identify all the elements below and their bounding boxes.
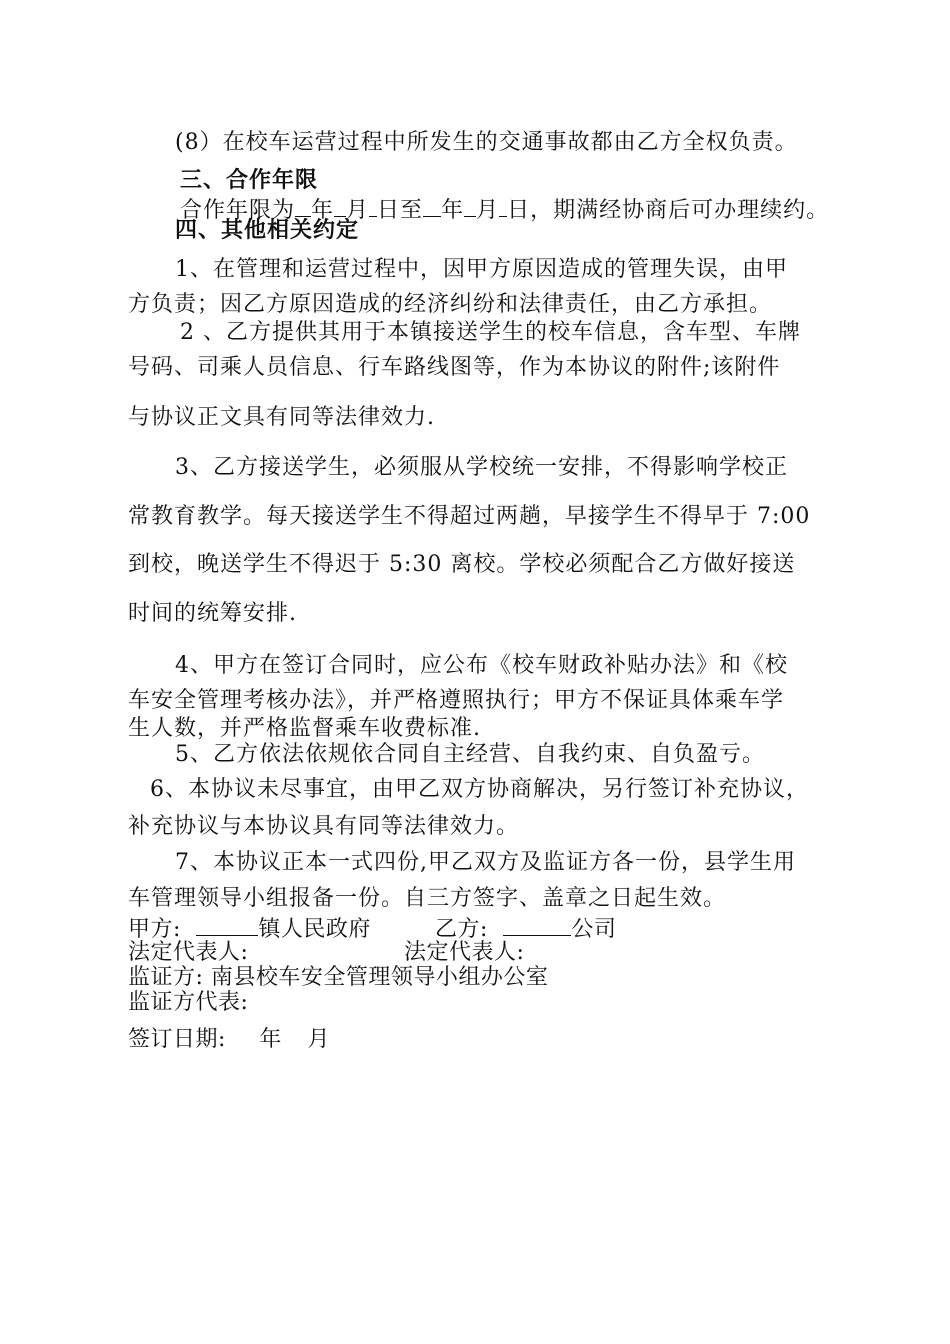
sign-date-label: 签订日期: (128, 1027, 226, 1052)
clause-6-line-2: 补充协议与本协议具有同等法律效力。 (128, 814, 520, 839)
section-heading-term: 三、合作年限 (180, 168, 319, 193)
term-month1-blank (334, 194, 346, 217)
supervisor-rep: 监证方代表: (128, 990, 249, 1015)
sign-date-month: 月 (307, 1027, 330, 1052)
clause-3-line-3: 到校，晚送学生不得迟于 5:30 离校。学校必须配合乙方做好接送 (128, 552, 796, 577)
term-prefix: 合作年限为 (180, 198, 296, 223)
clause-3-line-1: 3、乙方接送学生，必须服从学校统一安排，不得影响学校正 (175, 455, 788, 480)
term-month2: 月 (476, 198, 500, 223)
party-b-blank (503, 913, 571, 936)
clause-6-line-1: 6、本协议未尽事宜，由甲乙双方协商解决，另行签订补充协议， (150, 777, 809, 802)
party-b-label: 乙方: (435, 917, 488, 942)
clause-2-line-3: 与协议正文具有同等法律效力. (128, 405, 435, 430)
clause-3-line-4: 时间的统筹安排. (128, 601, 297, 626)
party-a-name: 镇人民政府 (258, 917, 371, 942)
clause-4-line-3: 生人数，并严格监督乘车收费标准. (128, 716, 481, 741)
clause-7-line-1: 7、本协议正本一式四份,甲乙双方及监证方各一份，县学生用 (175, 850, 796, 875)
term-day2-blank (499, 194, 507, 217)
term-day2: 日，期满经协商后可办理续约。 (507, 198, 830, 223)
clause-3-line-2: 常教育教学。每天接送学生不得超过两趟，早接学生不得早于 7:00 (128, 504, 811, 529)
supervisor: 监证方: 南县校车安全管理领导小组办公室 (128, 965, 549, 990)
party-a-label: 甲方: (128, 917, 181, 942)
clause-2-line-1: 2 、乙方提供其用于本镇接送学生的校车信息，含车型、车牌 (180, 320, 801, 345)
clause-5: 5、乙方依法依规依合同自主经营、自我约束、自负盈亏。 (175, 742, 765, 767)
clause-7-line-2: 车管理领导小组报备一份。自三方签字、盖章之日起生效。 (128, 886, 727, 911)
rep-a: 法定代表人: (128, 940, 249, 965)
clause-4-line-1: 4、甲方在签订合同时，应公布《校车财政补贴办法》和《校 (175, 653, 788, 678)
term-month1: 月 (346, 198, 370, 223)
term-year1: 年 (311, 198, 335, 223)
clause-1-line-2: 方负责；因乙方原因造成的经济纠纷和法律责任，由乙方承担。 (128, 292, 773, 317)
clause-item-8: (8）在校车运营过程中所发生的交通事故都由乙方全权负责。 (175, 130, 798, 155)
sign-date (128, 1027, 330, 1053)
clause-1-line-1: 1、在管理和运营过程中，因甲方原因造成的管理失误，由甲 (175, 257, 788, 282)
section-heading-other: 四、其他相关约定 (175, 218, 360, 243)
term-month2-blank (464, 194, 476, 217)
party-a-blank (196, 913, 258, 936)
term-year2-blank (423, 194, 441, 217)
clause-2-line-2: 号码、司乘人员信息、行车路线图等，作为本协议的附件;该附件 (128, 355, 781, 380)
party-a-line (128, 913, 371, 943)
party-b-line (435, 913, 616, 943)
term-day1-blank (369, 194, 377, 217)
sign-date-year: 年 (259, 1027, 282, 1052)
clause-4-line-2: 车安全管理考核办法》，并严格遵照执行；甲方不保证具体乘车学 (128, 688, 785, 713)
term-year2: 年 (441, 198, 465, 223)
term-day1: 日至 (377, 198, 424, 223)
rep-b: 法定代表人: (404, 940, 525, 965)
party-b-name: 公司 (571, 917, 617, 942)
term-year1-blank (295, 194, 311, 217)
